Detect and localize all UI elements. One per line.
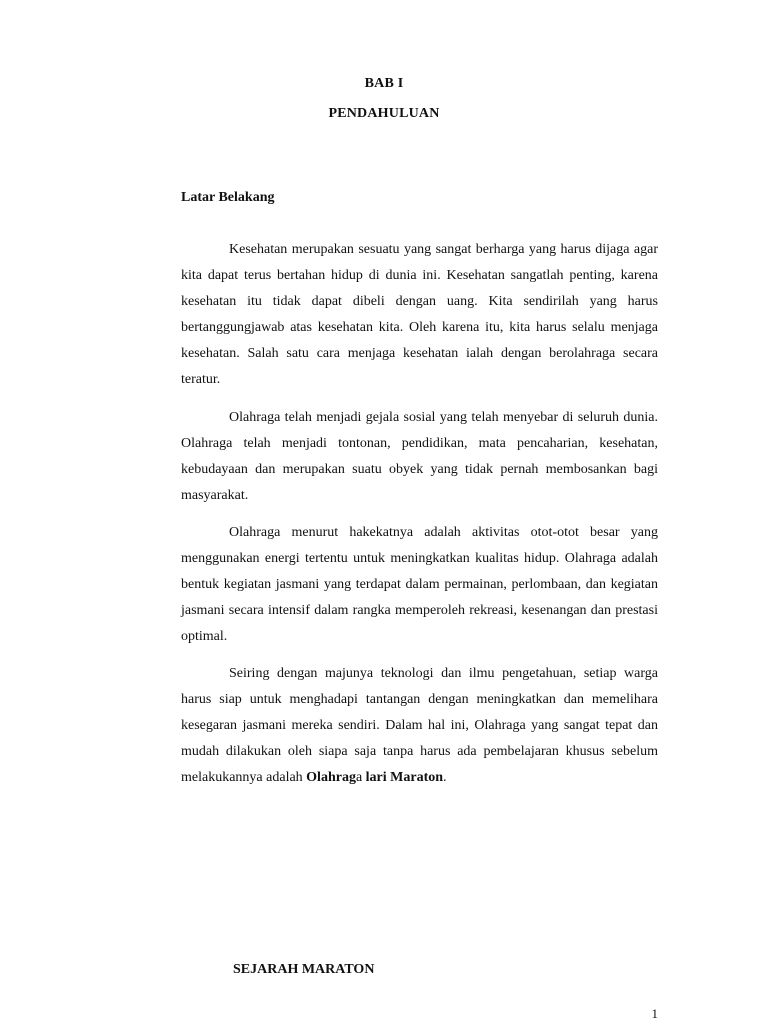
paragraph-4 [181, 661, 658, 791]
chapter-title: PENDAHULUAN [328, 106, 440, 121]
paragraph-3: Olahraga menurut hakekatnya adalah aktivitas otot-otot besar yang menggunakan energi tertentu untuk meningkatkan kualitas hidup. Olahraga adalah bentuk kegiatan jasmani yang terdapat dalam permainan, perlombaan, dan kegiatan jasmani secara intensif dalam rangka memperoleh rekreasi, kesenangan dan prestasi optimal. [181, 525, 658, 644]
paragraph-4-lead: Seiring dengan majunya teknologi dan ilmu pengetahuan, setiap warga harus siap untuk menghadapi tantangan dengan meningkatkan dan memelihara kesegaran jasmani mereka sendiri. Dalam hal ini, Olahraga yang sangat tepat dan mudah dilakukan oleh siapa saja tanpa harus ada pembelajaran khusus sebelum melakukannya adalah [181, 666, 658, 785]
paragraph-2: Olahraga telah menjadi gejala sosial yang telah menyebar di seluruh dunia. Olahraga telah menjadi tontonan, pendidikan, mata pencaharian, kesehatan, kebudayaan dan merupakan suatu obyek yang tidak pernah membosankan bagi masyarakat. [181, 410, 658, 503]
paragraph-4-mid: a [355, 770, 363, 785]
paragraph-1: Kesehatan merupakan sesuatu yang sangat berharga yang harus dijaga agar kita dapat terus bertahan hidup di dunia ini. Kesehatan sangatlah penting, karena kesehatan itu tidak dapat dibeli dengan uang. Kita sendirilah yang harus bertanggungjawab atas kesehatan kita. Oleh karena itu, kita harus selalu menjaga kesehatan. Salah satu cara menjaga kesehatan ialah dengan berolahraga secara teratur. [181, 242, 658, 387]
paragraph-4-bold-2: lari Maraton [362, 770, 444, 785]
paragraph-4-end: . [443, 770, 447, 785]
page-number: 1 [651, 1006, 658, 1021]
subheading-sejarah: SEJARAH MARATON [233, 962, 375, 977]
section-heading: Latar Belakang [181, 190, 275, 205]
paragraph-4-bold-1: Olahrag [306, 770, 356, 785]
chapter-number: BAB I [364, 76, 404, 91]
